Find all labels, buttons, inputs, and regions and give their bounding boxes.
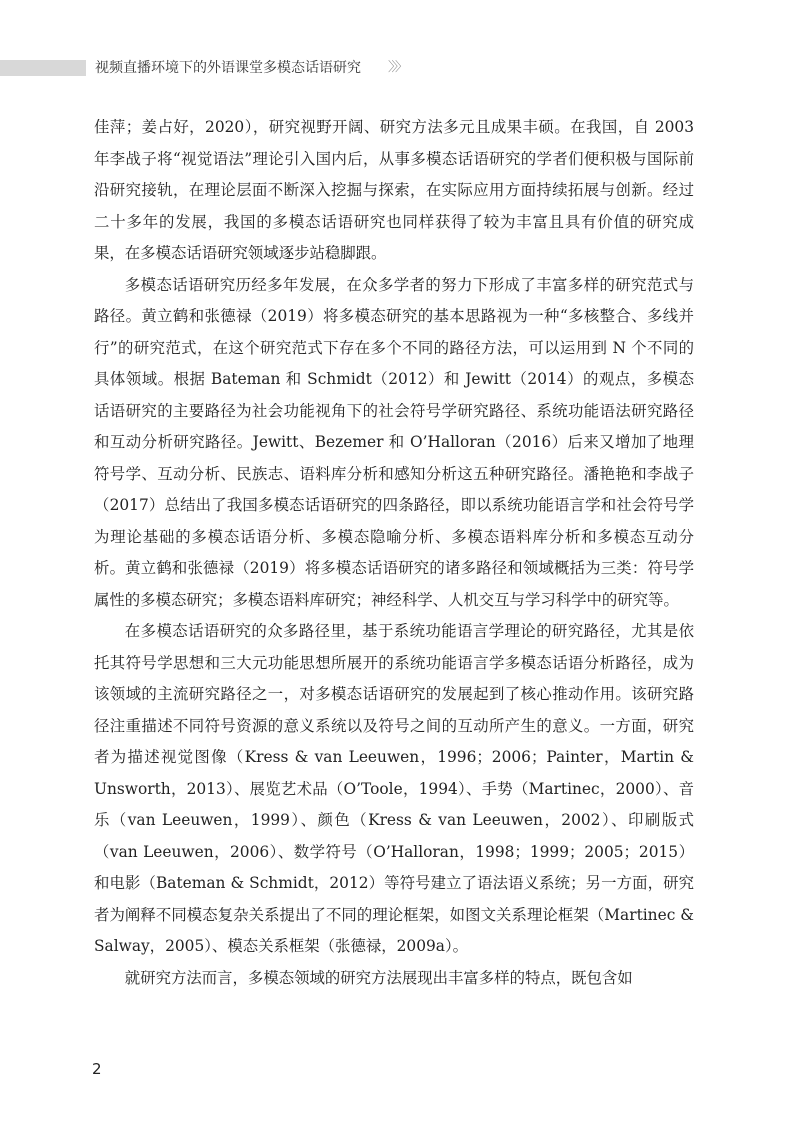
running-header-title: 视频直播环境下的外语课堂多模态话语研究 <box>95 60 361 76</box>
paragraph-3: 在多模态话语研究的众多路径里，基于系统功能语言学理论的研究路径，尤其是依托其符号学思想和三大元功能思想所展开的系统功能语言学多模态话语分析路径，成为该领域的主流研究路径之一，对多模态话语研究的发展起到了核心推动作用。该研究路径注重描述不同符号资源的意义系统以及符号之间的互动所产生的意义。一方面，研究者为描述视觉图像（Kress & van Leeuwen，1996；2006；Painter，Martin & Unsworth，2013）、展览艺术品（O’Toole，1994）、手势（Martinec，2000）、音乐（van Leeuwen，1999）、颜色（Kress & van Leeuwen，2002）、印刷版式（van Leeuwen，2006）、数学符号（O’Halloran，1998；1999；2005；2015）和电影（Bateman & Schmidt，2012）等符号建立了语法语义系统；另一方面，研究者为阐释不同模态复杂关系提出了不同的理论框架，如图文关系理论框架（Martinec & Salway，2005）、模态关系框架（张德禄，2009a）。 <box>94 622 694 955</box>
body-text <box>94 112 694 994</box>
chevron-right-icon: 〉〉〉 <box>388 60 406 75</box>
paragraph-4: 就研究方法而言，多模态领域的研究方法展现出丰富多样的特点，既包含如 <box>124 968 633 987</box>
paragraph-1: 佳萍；姜占好，2020），研究视野开阔、研究方法多元且成果丰硕。在我国，自 2003 年李战子将“视觉语法”理论引入国内后，从事多模态话语研究的学者们便积极与国际前沿研究接轨，在理论层面不断深入挖掘与探索，在实际应用方面持续拓展与创新。经过二十多年的发展，我国的多模态话语研究也同样获得了较为丰富且具有价值的研究成果，在多模态话语研究领域逐步站稳脚跟。 <box>94 118 694 262</box>
header-bar <box>0 60 86 76</box>
page-number: 2 <box>92 1060 102 1078</box>
paragraph-2: 多模态话语研究历经多年发展，在众多学者的努力下形成了丰富多样的研究范式与路径。黄立鹤和张德禄（2019）将多模态研究的基本思路视为一种“多核整合、多线并行”的研究范式，在这个研究范式下存在多个不同的路径方法，可以运用到 N 个不同的具体领域。根据 Bateman 和 Schmidt（2012）和 Jewitt（2014）的观点，多模态话语研究的主要路径为社会功能视角下的社会符号学研究路径、系统功能语法研究路径和互动分析研究路径。Jewitt、Bezemer 和 O’Halloran（2016）后来又增加了地理符号学、互动分析、民族志、语料库分析和感知分析这五种研究路径。潘艳艳和李战子（2017）总结出了我国多模态话语研究的四条路径，即以系统功能语言学和社会符号学为理论基础的多模态话语分析、多模态隐喻分析、多模态语料库分析和多模态互动分析。黄立鹤和张德禄（2019）将多模态话语研究的诸多路径和领域概括为三类：符号学属性的多模态研究；多模态语料库研究；神经科学、人机交互与学习科学中的研究等。 <box>94 275 694 609</box>
